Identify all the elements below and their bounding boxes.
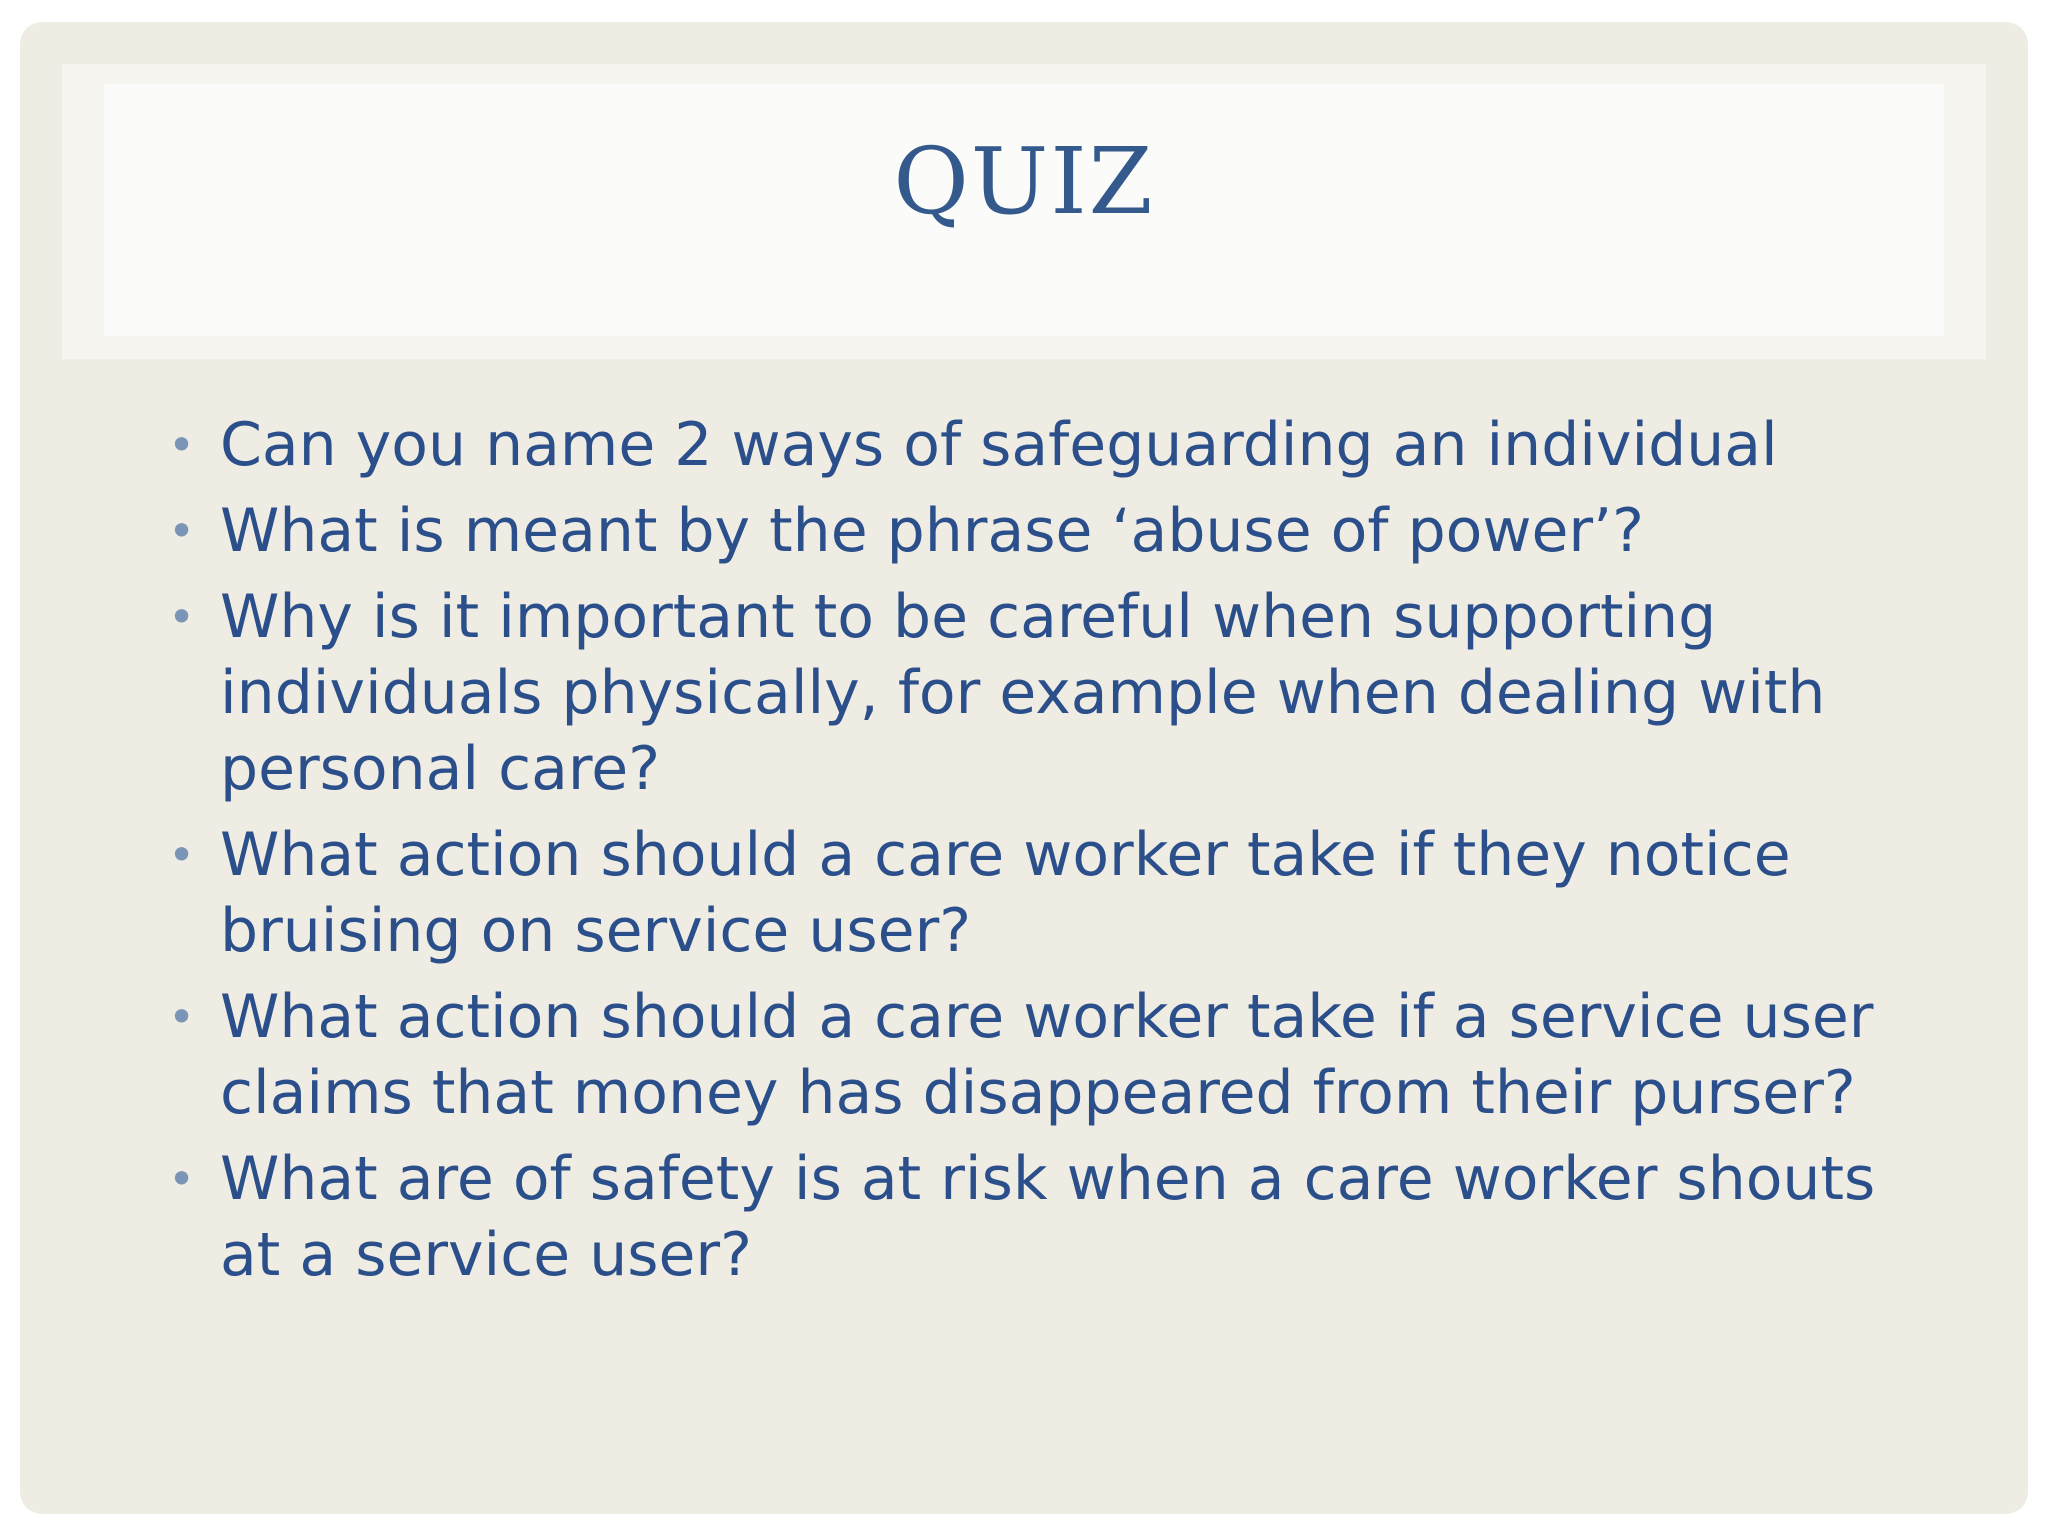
slide-content bbox=[140, 407, 1950, 1447]
bullet-icon: • bbox=[168, 1152, 196, 1206]
bullet-text: What action should a care worker take if a service user claims that money has disappeared from their purser? bbox=[220, 982, 1874, 1128]
bullet-item bbox=[140, 817, 1950, 969]
slide-title: QUIZ bbox=[893, 128, 1155, 235]
bullet-item bbox=[140, 493, 1950, 569]
bullet-icon: • bbox=[168, 504, 196, 558]
bullet-icon: • bbox=[168, 828, 196, 882]
title-panel bbox=[104, 84, 1944, 336]
slide bbox=[20, 22, 2028, 1514]
bullet-text: What is meant by the phrase ‘abuse of power’? bbox=[220, 496, 1644, 566]
bullet-item bbox=[140, 407, 1950, 483]
bullet-icon: • bbox=[168, 418, 196, 472]
bullet-item bbox=[140, 579, 1950, 807]
bullet-icon: • bbox=[168, 590, 196, 644]
bullet-text: What are of safety is at risk when a care worker shouts at a service user? bbox=[220, 1144, 1876, 1290]
bullet-item bbox=[140, 979, 1950, 1131]
bullet-list bbox=[140, 407, 1950, 1293]
bullet-icon: • bbox=[168, 990, 196, 1044]
bullet-item bbox=[140, 1141, 1950, 1293]
bullet-text: Can you name 2 ways of safeguarding an individual bbox=[220, 410, 1778, 480]
bullet-text: Why is it important to be careful when supporting individuals physically, for example when dealing with personal care? bbox=[220, 582, 1826, 804]
bullet-text: What action should a care worker take if they notice bruising on service user? bbox=[220, 820, 1791, 966]
